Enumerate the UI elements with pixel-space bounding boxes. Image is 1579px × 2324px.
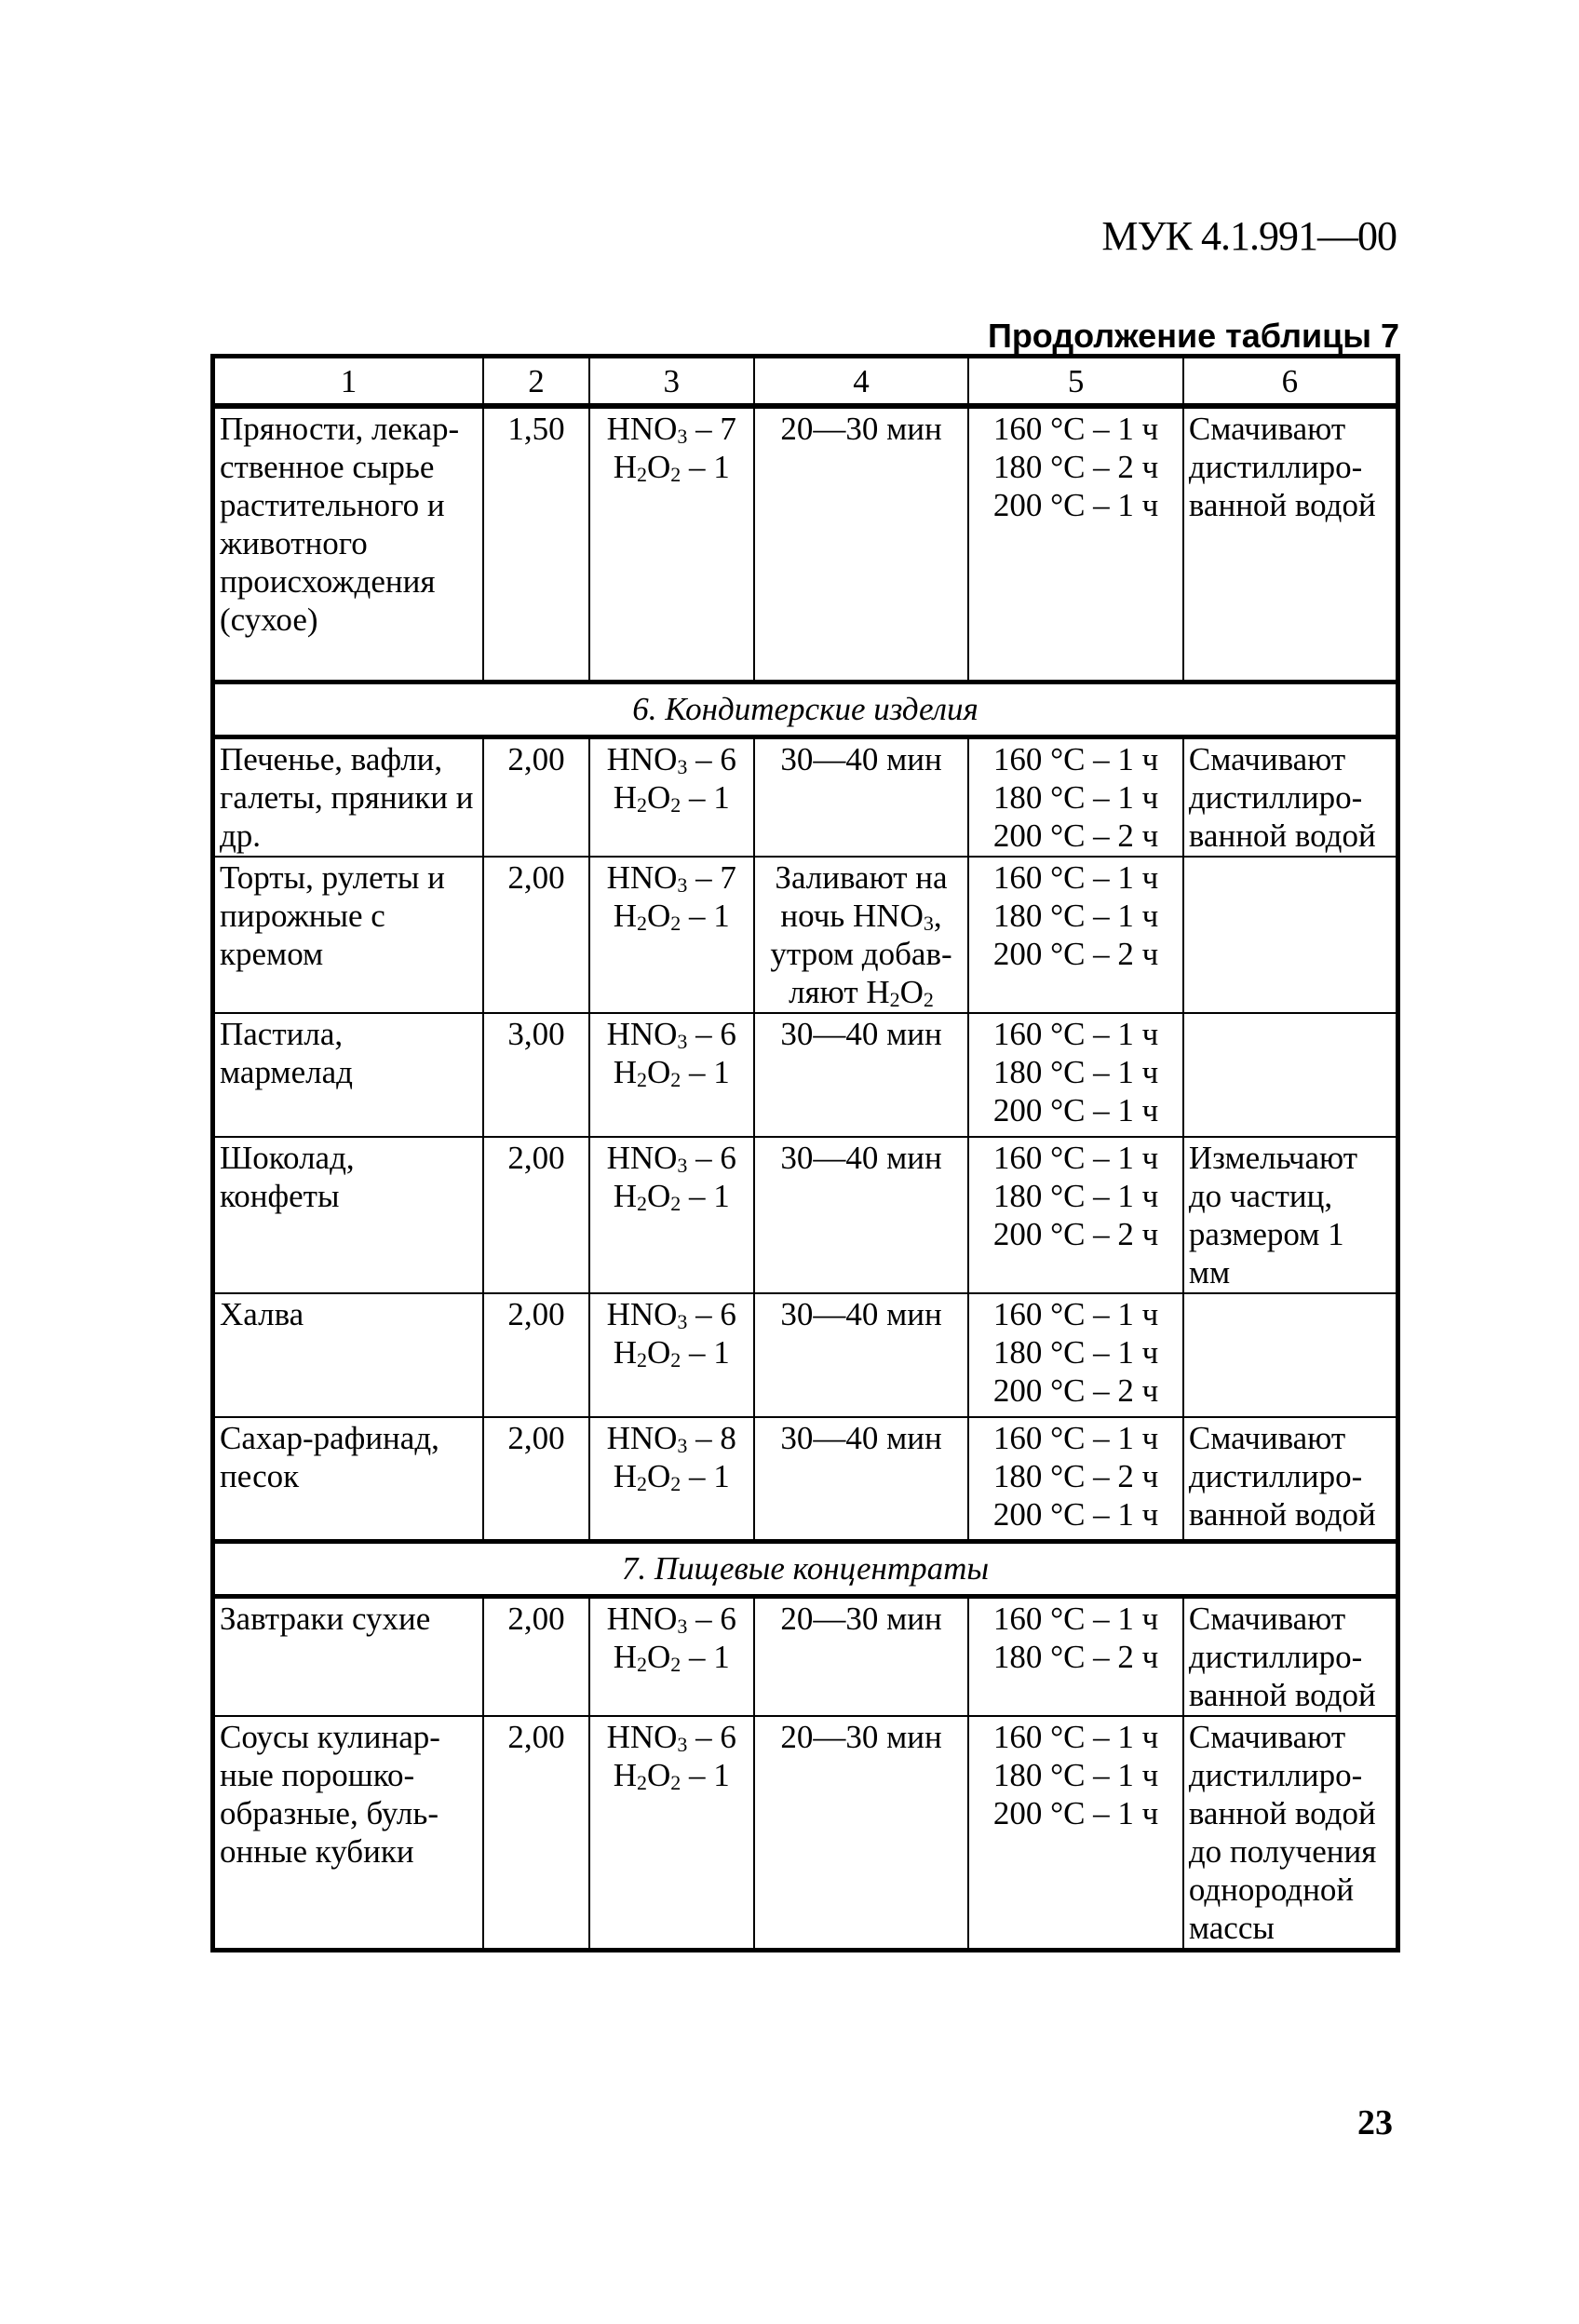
- reagent-ratio: – 1: [681, 1333, 730, 1371]
- reagent-ratio-cell: [589, 857, 754, 1013]
- reagent-prefix: H: [613, 1638, 637, 1675]
- reagent-mid: O: [647, 897, 671, 934]
- pretreatment-time-cell: 20—30 мин: [754, 406, 969, 682]
- section-header-row: [213, 1541, 1398, 1596]
- temperature-step: 160 °С – 1 ч: [992, 411, 1159, 447]
- note-cell: Смачивают дистиллиро-ванной водой: [1183, 1417, 1398, 1541]
- product-cell: Сахар-рафинад, песок: [213, 1417, 484, 1541]
- reagent-ratio-cell: [589, 1137, 754, 1293]
- temperature-step: 200 °С – 2 ч: [992, 1371, 1159, 1409]
- data-table: [210, 354, 1400, 1952]
- reagent-prefix: HNO: [606, 1718, 678, 1755]
- temperature-schedule-cell: [968, 1716, 1183, 1951]
- temperature-schedule-cell: [968, 1137, 1183, 1293]
- column-number-row: [213, 357, 1398, 407]
- note-cell: Измельчают до частиц, размером 1 мм: [1183, 1137, 1398, 1293]
- reagent-sub: 3: [677, 1029, 688, 1053]
- note-cell: [1183, 857, 1398, 1013]
- reagent-line: [595, 1177, 749, 1215]
- reagent-ratio: – 7: [687, 411, 736, 447]
- pretreatment-time-cell: 30—40 мин: [754, 1293, 969, 1417]
- reagent-sub: 2: [637, 1191, 647, 1215]
- temperature-step: 200 °С – 2 ч: [992, 817, 1159, 854]
- temperature-schedule-cell: [968, 1293, 1183, 1417]
- temperature-step: 160 °С – 1 ч: [992, 1295, 1159, 1332]
- reagent-ratio: – 1: [681, 897, 730, 934]
- page-number: 23: [1357, 2103, 1393, 2142]
- reagent-sub: 2: [637, 1067, 647, 1091]
- product-cell: Шоколад, конфеты: [213, 1137, 484, 1293]
- reagent-sub2: 2: [670, 1770, 682, 1794]
- reagent-sub: 3: [677, 872, 688, 897]
- table-row: [213, 1293, 1398, 1417]
- pretreatment-time-cell: 20—30 мин: [754, 1716, 969, 1951]
- temperature-schedule-cell: [968, 1417, 1183, 1541]
- reagent-line: [595, 1457, 749, 1495]
- product-cell: Завтраки сухие: [213, 1596, 484, 1716]
- sample-mass-cell: 2,00: [483, 736, 589, 857]
- reagent-prefix: HNO: [606, 858, 678, 896]
- table-row: [213, 1417, 1398, 1541]
- reagent-sub2: 2: [670, 792, 682, 817]
- temperature-step: 160 °С – 1 ч: [992, 1015, 1159, 1052]
- reagent-prefix: HNO: [606, 1139, 678, 1176]
- reagent-ratio: – 1: [681, 778, 730, 816]
- pretreatment-time-cell: 30—40 мин: [754, 1137, 969, 1293]
- reagent-sub: 3: [677, 754, 688, 778]
- reagent-ratio: – 6: [687, 740, 736, 777]
- reagent-ratio: – 7: [687, 858, 736, 896]
- temperature-schedule-cell: [968, 1596, 1183, 1716]
- product-cell: Пастила, мармелад: [213, 1013, 484, 1137]
- document-code: МУК 4.1.991—00: [1101, 213, 1397, 259]
- reagent-ratio: – 6: [687, 1139, 736, 1176]
- reagent-ratio-cell: [589, 1596, 754, 1716]
- reagent-ratio-cell: [589, 1013, 754, 1137]
- temperature-step: 180 °С – 2 ч: [992, 449, 1159, 485]
- reagent-sub: 2: [637, 911, 647, 935]
- reagent-ratio-cell: [589, 406, 754, 682]
- reagent-prefix: H: [613, 778, 637, 816]
- reagent-line: [595, 778, 749, 817]
- sample-mass-cell: 2,00: [483, 857, 589, 1013]
- temperature-schedule-cell: [968, 736, 1183, 857]
- reagent-line: [595, 1015, 749, 1053]
- reagent-ratio: – 8: [687, 1419, 736, 1456]
- reagent-prefix: H: [613, 1053, 637, 1090]
- column-number-3: 3: [589, 357, 754, 407]
- product-cell: Печенье, вафли, галеты, пряники и др.: [213, 736, 484, 857]
- note-cell: Смачивают дистиллиро-ванной водой до получения однородной массы: [1183, 1716, 1398, 1951]
- temperature-step: 180 °С – 2 ч: [992, 1638, 1159, 1675]
- section-title: 7. Пищевые концентраты: [213, 1541, 1398, 1596]
- reagent-ratio: – 6: [687, 1718, 736, 1755]
- temperature-step: 160 °С – 1 ч: [992, 1718, 1159, 1755]
- reagent-ratio: – 1: [681, 1638, 730, 1675]
- section-header-row: [213, 682, 1398, 736]
- reagent-sub: 3: [677, 1433, 688, 1457]
- reagent-sub2: 2: [670, 1191, 682, 1215]
- reagent-sub: 3: [677, 1153, 688, 1177]
- reagent-ratio: – 1: [681, 449, 730, 485]
- reagent-sub: 2: [637, 1347, 647, 1371]
- table-row: [213, 736, 1398, 857]
- note-cell: Смачивают дистиллиро-ванной водой: [1183, 1596, 1398, 1716]
- reagent-prefix: HNO: [606, 411, 678, 447]
- reagent-prefix: H: [613, 1756, 637, 1793]
- reagent-line: [595, 740, 749, 778]
- temperature-step: 160 °С – 1 ч: [992, 1419, 1159, 1456]
- reagent-mid: O: [647, 1177, 671, 1214]
- reagent-sub: 3: [677, 1614, 688, 1638]
- product-cell: Торты, рулеты и пирожные с кремом: [213, 857, 484, 1013]
- product-cell: Соусы кулинар-ные порошко-образные, буль-онные кубики: [213, 1716, 484, 1951]
- column-number-2: 2: [483, 357, 589, 407]
- pretreatment-time-cell: 30—40 мин: [754, 736, 969, 857]
- product-cell: Халва: [213, 1293, 484, 1417]
- table-row: [213, 406, 1398, 682]
- reagent-prefix: H: [613, 897, 637, 934]
- column-number-6: 6: [1183, 357, 1398, 407]
- sample-mass-cell: 2,00: [483, 1293, 589, 1417]
- note-cell: Смачивают дистиллиро-ванной водой: [1183, 736, 1398, 857]
- sample-mass-cell: 2,00: [483, 1417, 589, 1541]
- reagent-prefix: H: [613, 1457, 637, 1494]
- temperature-schedule-cell: [968, 857, 1183, 1013]
- reagent-sub: 2: [637, 1770, 647, 1794]
- reagent-sub: 2: [637, 792, 647, 817]
- section-title: 6. Кондитерские изделия: [213, 682, 1398, 736]
- temperature-step: 200 °С – 1 ч: [992, 1794, 1159, 1831]
- reagent-prefix: H: [613, 1333, 637, 1371]
- column-number-1: 1: [213, 357, 484, 407]
- reagent-sub2: 2: [670, 463, 682, 486]
- table-row: [213, 1137, 1398, 1293]
- temperature-step: 200 °С – 1 ч: [992, 1495, 1159, 1533]
- pretreatment-time-cell: Заливают на ночь $HNO_3$, утром добав-ляют $H_2O_2$: [754, 857, 969, 1013]
- reagent-mid: O: [647, 1053, 671, 1090]
- table-continuation-label: Продолжение таблицы 7: [987, 317, 1399, 355]
- temperature-step: 160 °С – 1 ч: [992, 1139, 1159, 1176]
- reagent-ratio: – 1: [681, 1177, 730, 1214]
- reagent-sub: 3: [677, 425, 688, 448]
- temperature-step: 160 °С – 1 ч: [992, 858, 1159, 896]
- reagent-line: [595, 897, 749, 935]
- reagent-line: [595, 1295, 749, 1333]
- temperature-step: 200 °С – 2 ч: [992, 1215, 1159, 1252]
- reagent-sub: 2: [637, 463, 647, 486]
- table-row: [213, 1716, 1398, 1951]
- reagent-sub: 2: [637, 1471, 647, 1495]
- temperature-step: 180 °С – 1 ч: [992, 1177, 1159, 1214]
- temperature-step: 180 °С – 1 ч: [992, 1756, 1159, 1793]
- reagent-ratio: – 6: [687, 1600, 736, 1637]
- reagent-ratio-cell: [589, 736, 754, 857]
- sample-mass-cell: 1,50: [483, 406, 589, 682]
- reagent-prefix: HNO: [606, 1015, 678, 1052]
- reagent-sub2: 2: [670, 1471, 682, 1495]
- reagent-line: [595, 1419, 749, 1457]
- reagent-ratio: – 1: [681, 1457, 730, 1494]
- temperature-step: 180 °С – 1 ч: [992, 778, 1159, 816]
- reagent-mid: O: [647, 1457, 671, 1494]
- reagent-line: [595, 1139, 749, 1177]
- reagent-ratio: – 6: [687, 1295, 736, 1332]
- temperature-step: 160 °С – 1 ч: [992, 1600, 1159, 1637]
- reagent-mid: O: [647, 1756, 671, 1793]
- sample-mass-cell: 2,00: [483, 1716, 589, 1951]
- reagent-prefix: HNO: [606, 1600, 678, 1637]
- reagent-prefix: H: [613, 1177, 637, 1214]
- reagent-prefix: H: [613, 449, 637, 485]
- reagent-sub2: 2: [670, 1652, 682, 1676]
- reagent-line: [595, 1053, 749, 1091]
- reagent-sub2: 2: [670, 911, 682, 935]
- temperature-schedule-cell: [968, 1013, 1183, 1137]
- temperature-step: 160 °С – 1 ч: [992, 740, 1159, 777]
- reagent-ratio-cell: [589, 1293, 754, 1417]
- reagent-sub: 3: [677, 1732, 688, 1756]
- table-row: [213, 857, 1398, 1013]
- reagent-prefix: HNO: [606, 1419, 678, 1456]
- reagent-line: [595, 1756, 749, 1794]
- temperature-step: 200 °С – 2 ч: [992, 935, 1159, 972]
- temperature-step: 200 °С – 1 ч: [992, 487, 1159, 523]
- reagent-ratio-cell: [589, 1716, 754, 1951]
- sample-mass-cell: 2,00: [483, 1137, 589, 1293]
- reagent-ratio: – 1: [681, 1053, 730, 1090]
- reagent-mid: O: [647, 1333, 671, 1371]
- reagent-sub: 3: [677, 1309, 688, 1333]
- temperature-step: 180 °С – 1 ч: [992, 1053, 1159, 1090]
- sample-mass-cell: 2,00: [483, 1596, 589, 1716]
- reagent-mid: O: [647, 449, 671, 485]
- reagent-ratio: – 1: [681, 1756, 730, 1793]
- reagent-line: [595, 1600, 749, 1638]
- reagent-line: [595, 1718, 749, 1756]
- reagent-sub2: 2: [670, 1067, 682, 1091]
- pretreatment-time-cell: 20—30 мин: [754, 1596, 969, 1716]
- reagent-line: [595, 448, 749, 486]
- note-cell: [1183, 1013, 1398, 1137]
- reagent-prefix: HNO: [606, 1295, 678, 1332]
- note-cell: [1183, 1293, 1398, 1417]
- table-row: [213, 1596, 1398, 1716]
- reagent-line: [595, 1638, 749, 1676]
- note-cell: Смачивают дистиллиро-ванной водой: [1183, 406, 1398, 682]
- temperature-step: 180 °С – 1 ч: [992, 1333, 1159, 1371]
- reagent-sub2: 2: [670, 1347, 682, 1371]
- sample-mass-cell: 3,00: [483, 1013, 589, 1137]
- reagent-ratio-cell: [589, 1417, 754, 1541]
- pretreatment-time-cell: 30—40 мин: [754, 1417, 969, 1541]
- reagent-sub: 2: [637, 1652, 647, 1676]
- column-number-5: 5: [968, 357, 1183, 407]
- reagent-line: [595, 1333, 749, 1371]
- product-cell: Пряности, лекар-ственное сырье растительного и животного происхождения (сухое): [213, 406, 484, 682]
- pretreatment-time-cell: 30—40 мин: [754, 1013, 969, 1137]
- table-body: [213, 357, 1398, 1951]
- reagent-ratio: – 6: [687, 1015, 736, 1052]
- reagent-mid: O: [647, 778, 671, 816]
- table-row: [213, 1013, 1398, 1137]
- reagent-line: [595, 858, 749, 897]
- reagent-mid: O: [647, 1638, 671, 1675]
- column-number-4: 4: [754, 357, 969, 407]
- reagent-prefix: HNO: [606, 740, 678, 777]
- temperature-step: 180 °С – 2 ч: [992, 1457, 1159, 1494]
- temperature-step: 180 °С – 1 ч: [992, 897, 1159, 934]
- temperature-step: 200 °С – 1 ч: [992, 1091, 1159, 1128]
- reagent-line: [595, 410, 749, 448]
- temperature-schedule-cell: [968, 406, 1183, 682]
